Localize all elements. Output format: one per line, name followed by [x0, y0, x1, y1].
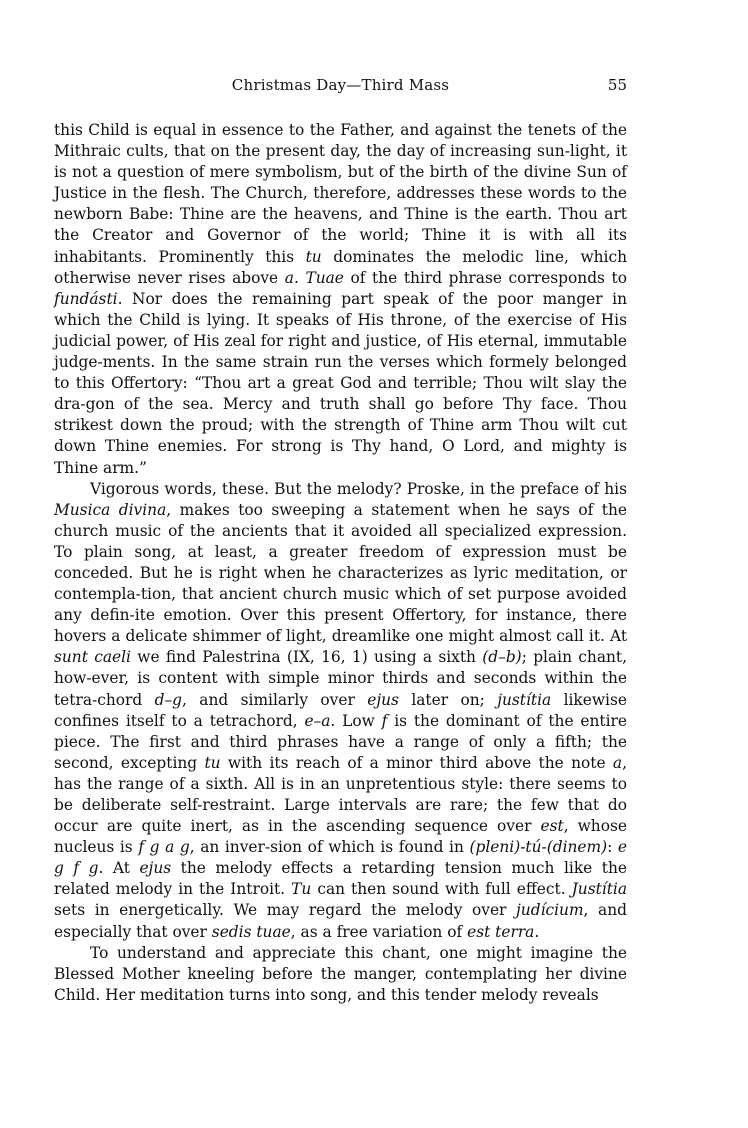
- italic-run: sedis tuae: [211, 922, 291, 941]
- italic-run: fundásti: [54, 289, 118, 308]
- text-run: , an inver-sion of which is found in: [189, 838, 470, 857]
- text-run: likewise confines itself to a tetrachord,: [54, 690, 627, 730]
- italic-run: Tuae: [305, 268, 344, 287]
- text-run: Vigorous words, these. But the melody? Proske, in the preface of his: [90, 479, 627, 498]
- text-run: . At: [98, 859, 140, 878]
- italic-run: e–a: [304, 711, 331, 730]
- italic-run: f g a g: [138, 838, 190, 857]
- text-run: dominates the melodic line, which otherwise never rises above: [54, 247, 627, 287]
- text-run: .: [293, 268, 306, 287]
- italic-run: ejus: [139, 859, 172, 878]
- text-run: we find Palestrina (IX, 16, 1) using a sixth: [130, 648, 483, 667]
- text-run: , makes too sweeping a statement when he says of the church music of the ancients that it avoided all specialized expression. To plain song, at least, a greater freedom of expression must be conceded. But he is right when he characterizes as lyric meditation, or contempla-tion, that ancient church music which of set purpose avoided any defin-ite emotion. Over this present Offertory, for instance, there hovers a delicate shimmer of light, dreamlike one might almost call it. At: [54, 500, 627, 646]
- text-run: can then sound with full effect.: [311, 880, 572, 899]
- text-run: of the third phrase corresponds to: [343, 268, 627, 287]
- italic-run: tu: [305, 247, 322, 266]
- text-run: this Child is equal in essence to the Father, and against the tenets of the Mithraic cults, that on the present day, the day of increasing sun-light, it is not a question of mere symbolism, but of the birth of the divine Sun of Justice in the flesh. The Church, therefore, addresses these words to the newborn Babe: Thine are the heavens, and Thine is the earth. Thou art the Creator and Governor of the world; Thine it is with all its inhabitants. Prominently this: [54, 121, 627, 266]
- text-run: ; plain chant, how-ever, is content with simple minor thirds and seconds within the tetra-chord: [54, 648, 628, 709]
- italic-run: justítia: [497, 690, 552, 709]
- italic-run: Musica divina: [54, 500, 167, 519]
- text-run: later on;: [398, 690, 498, 709]
- text-run: the melody effects a retarding tension much like the related melody in the Introit.: [54, 859, 627, 899]
- page-number: 55: [607, 76, 627, 94]
- text-run: , and especially that over: [54, 901, 627, 941]
- italic-run: (d–b): [482, 648, 522, 667]
- text-run: , and similarly over: [182, 690, 368, 709]
- text-run: . Low: [330, 711, 382, 730]
- italic-run: (pleni)-tú-(dinem): [469, 838, 608, 857]
- text-run: , has the range of a sixth. All is in an unpretentious style: there seems to be deliberate self-restraint. Large intervals are rare; the few that do occur are quite inert, as in the ascending sequence over: [54, 753, 627, 836]
- text-run: , whose nucleus is: [54, 817, 627, 857]
- running-head: [54, 72, 627, 98]
- paragraph-2: [54, 479, 627, 943]
- text-run: To understand and appreciate this chant, one might imagine the Blessed Mother kneeling before the manger, contemplating her divine Child. Her meditation turns into song, and this tender melody reveals: [54, 943, 627, 1004]
- paragraph-1: [54, 120, 627, 479]
- italic-run: Justítia: [571, 880, 627, 899]
- italic-run: a: [612, 753, 623, 772]
- italic-run: est terra: [467, 922, 535, 941]
- text-run: with its reach of a minor third above the note: [220, 753, 613, 772]
- text-run: , as a free variation of: [290, 922, 468, 941]
- text-run: :: [607, 838, 618, 857]
- text-run: . Nor does the remaining part speak of the poor manger in which the Child is lying. It speaks of His throne, of the exercise of His judicial power, of His zeal for right and justice, of His eternal, immutable judge-ments. In the same strain run the verses which formely belonged to this Offertory: “Thou art a great God and terrible; Thou wilt slay the dra-gon of the sea. Mercy and truth shall go before Thy face. Thou strikest down the proud; with the strength of Thine arm Thou wilt cut down Thine enemies. For strong is Thy hand, O Lord, and mighty is Thine arm.”: [54, 289, 627, 477]
- italic-run: f: [381, 711, 388, 730]
- text-run: is the dominant of the entire piece. The first and third phrases have a range of only a fifth; the second, excepting: [54, 711, 627, 772]
- italic-run: sunt caeli: [54, 648, 131, 667]
- running-title: Christmas Day—Third Mass: [231, 76, 450, 94]
- italic-run: a: [284, 268, 294, 287]
- italic-run: d–g: [154, 690, 183, 709]
- italic-run: est: [540, 817, 564, 836]
- paragraph-3: [54, 943, 627, 1006]
- text-run: .: [534, 922, 540, 941]
- italic-run: Tu: [291, 880, 312, 899]
- italic-run: tu: [204, 753, 221, 772]
- italic-run: e g f g: [54, 838, 628, 878]
- body-text: [54, 120, 627, 1006]
- italic-run: ejus: [367, 690, 399, 709]
- italic-run: judícium: [516, 901, 584, 920]
- text-run: sets in energetically. We may regard the melody over: [54, 901, 517, 920]
- book-page: [54, 72, 627, 1006]
